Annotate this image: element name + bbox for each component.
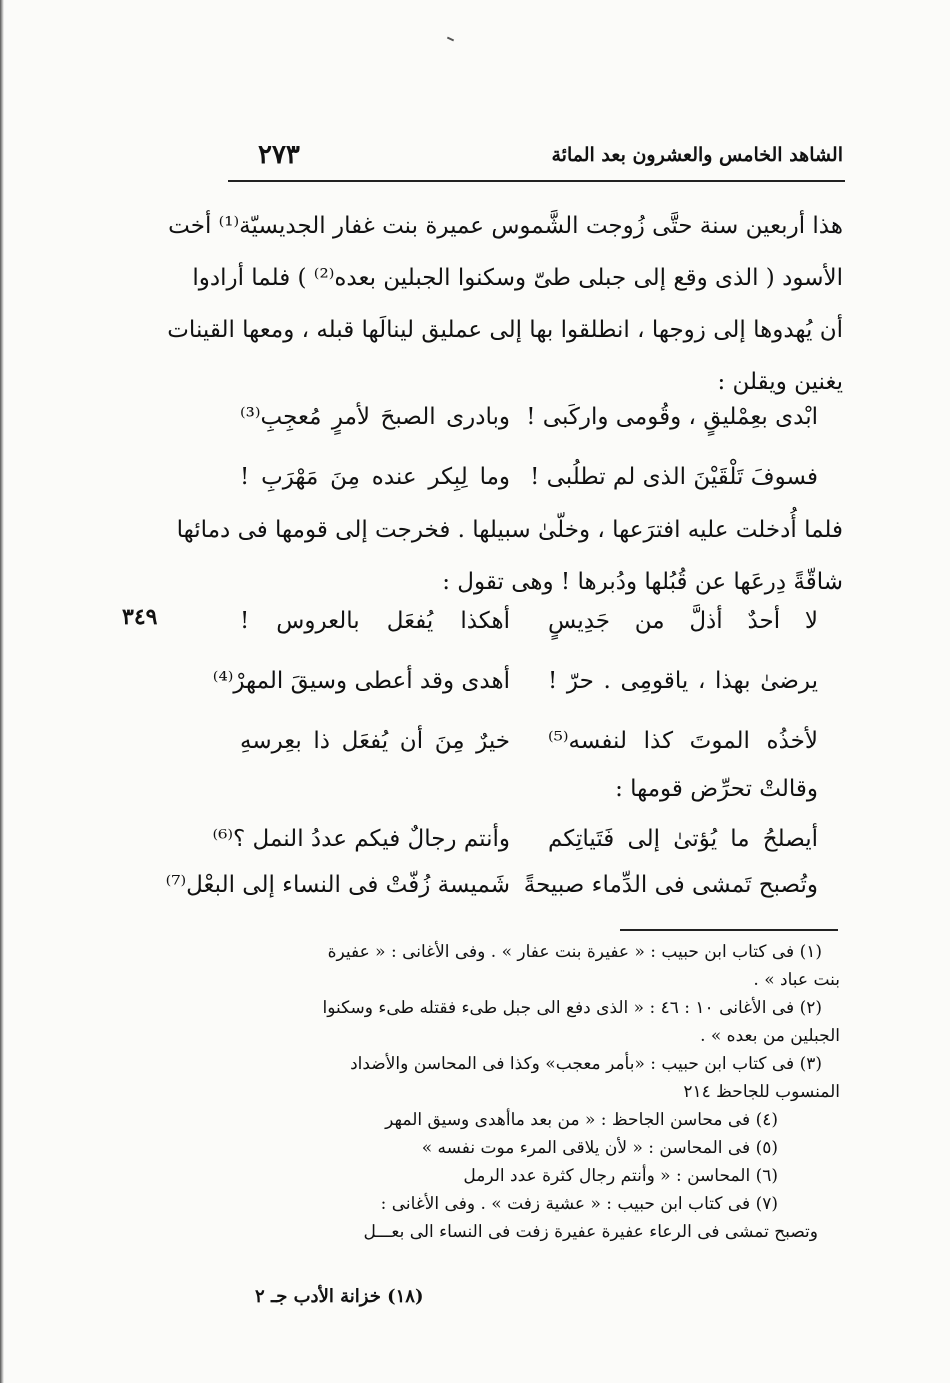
verse [165, 864, 818, 910]
first-hemistich: أيصلحُ ما يُؤتىٰ إلى فَتَياتِكم [548, 826, 818, 852]
first-hemistich: ابْدى بعِمْليقٍ ، وقُومى واركَبى ! [526, 404, 818, 430]
footnote-line: وتصبح تمشى فى الرعاء عفيرة عفيرة زفت فى النساء الى بعـــل [363, 1222, 818, 1242]
verse-group-1 [240, 396, 818, 516]
verse [212, 818, 818, 864]
first-hemistich: لا أحدٌ أذلَّ من جَدِيسٍ [548, 608, 818, 634]
verse-group-2 [212, 600, 818, 780]
footnote-line: بنت عباد » . [753, 970, 840, 990]
second-hemistich: وما لِبِكر عنده مِنَ مَهْرَبِ ! [240, 464, 510, 490]
running-title: الشاهد الخامس والعشرون بعد المائة [551, 144, 843, 166]
footnote-line: (٥) فى المحاسن : « لأن يلاقى المرء موت نفسه » [421, 1138, 778, 1158]
transition-line: وقالتْ تحرِّض قومها : [615, 776, 818, 802]
paragraph-2 [176, 504, 843, 608]
footnote-line: (٤) فى محاسن الجاحظ : « من بعد ماأهدى وسيق المهر [385, 1110, 778, 1130]
second-hemistich: خيرٌ مِنَ أن يُفعَل ذا بعِرسهِ [240, 728, 510, 754]
footnote-line: (١) فى كتاب ابن حبيب : « عفيرة بنت عفار » . وفى الأغانى : « عفيرة [327, 942, 822, 962]
first-hemistich: يرضىٰ بهذا ، ياقومِى . حرّ ! [548, 668, 818, 694]
signature-mark: (١٨) خزانة الأدب جـ ٢ [255, 1286, 424, 1307]
footnote-line: (٦) المحاسن : « وأنتم رجال كثرة عدد الرمل [463, 1166, 778, 1186]
verse [240, 720, 818, 780]
first-hemistich: لأخذُه الموتَ كذا لنفسه⁽⁵⁾ [548, 728, 818, 754]
scan-edge [0, 0, 4, 1383]
second-hemistich: وبادرى الصبحَ لأمرٍ مُعجِبِ⁽³⁾ [240, 404, 510, 430]
first-hemistich: وتُصبح تَمشى فى الدِّماء صبيحةً [523, 872, 818, 898]
second-hemistich: شَميسة زُفّتْ فى النساء إلى البعْل⁽⁷⁾ [165, 872, 510, 898]
footnote-line: (٧) فى كتاب ابن حبيب : « عشية زفت » . وفى الأغانى : [380, 1194, 778, 1214]
second-hemistich: وأنتم رجالٌ فيكم عددُ النمل ؟⁽⁶⁾ [212, 826, 510, 852]
text-line: أن يُهدوها إلى زوجها ، انطلقوا بها إلى عمليق لينالَها قبله ، ومعها القينات [167, 317, 843, 343]
header-rule [228, 180, 845, 182]
page-header [238, 140, 843, 176]
footnotes [228, 938, 840, 1246]
text-line: هذا أربعين سنة حتَّى زُوجت الشَّموس عميرة بنت غفار الجديسيّة⁽¹⁾ أخت [168, 213, 843, 239]
footnote-line: الجبلين من بعده » . [700, 1026, 840, 1046]
paragraph-1 [167, 200, 843, 408]
text-line: يغنين ويقلن : [717, 369, 843, 395]
second-hemistich: أهكذا يُفعَل بالعروس ! [240, 608, 510, 634]
verse-group-3 [165, 818, 818, 910]
text-line: شاقّةً دِرعَها عن قُبُلها ودُبرها ! وهى تقول : [442, 569, 843, 595]
second-hemistich: أهدى وقد أعطى وسيقَ المهرْ⁽⁴⁾ [212, 668, 510, 694]
margin-page-number: ٣٤٩ [122, 604, 158, 630]
scan-speck [447, 37, 454, 42]
verse [240, 396, 818, 456]
footnote-line: (٣) فى كتاب ابن حبيب : «بأمر معجب» وكذا فى المحاسن والأضداد [350, 1054, 822, 1074]
footnote-line: المنسوب للجاحظ ٢١٤ [683, 1082, 840, 1102]
footnote-line: (٢) فى الأغانى ١٠ : ٤٦ : « الذى دفع الى جبل طىء فقتله طىء وسكنوا [322, 998, 822, 1018]
verse [240, 600, 818, 660]
first-hemistich: فسوفَ تَلْقَيْنَ الذى لم تطلُبى ! [530, 464, 818, 490]
text-line: الأسود ( الذى وقع إلى جبلى طىّ وسكنوا الجبلين بعده⁽²⁾ ) فلما أرادوا [192, 265, 843, 291]
verse [212, 660, 818, 720]
footnote-rule [620, 929, 838, 931]
text-line: فلما أُدخلت عليه افترَعها ، وخلّىٰ سبيلها . فخرجت إلى قومها فى دمائها [176, 517, 843, 543]
page-number: ٢٧٣ [258, 140, 300, 170]
